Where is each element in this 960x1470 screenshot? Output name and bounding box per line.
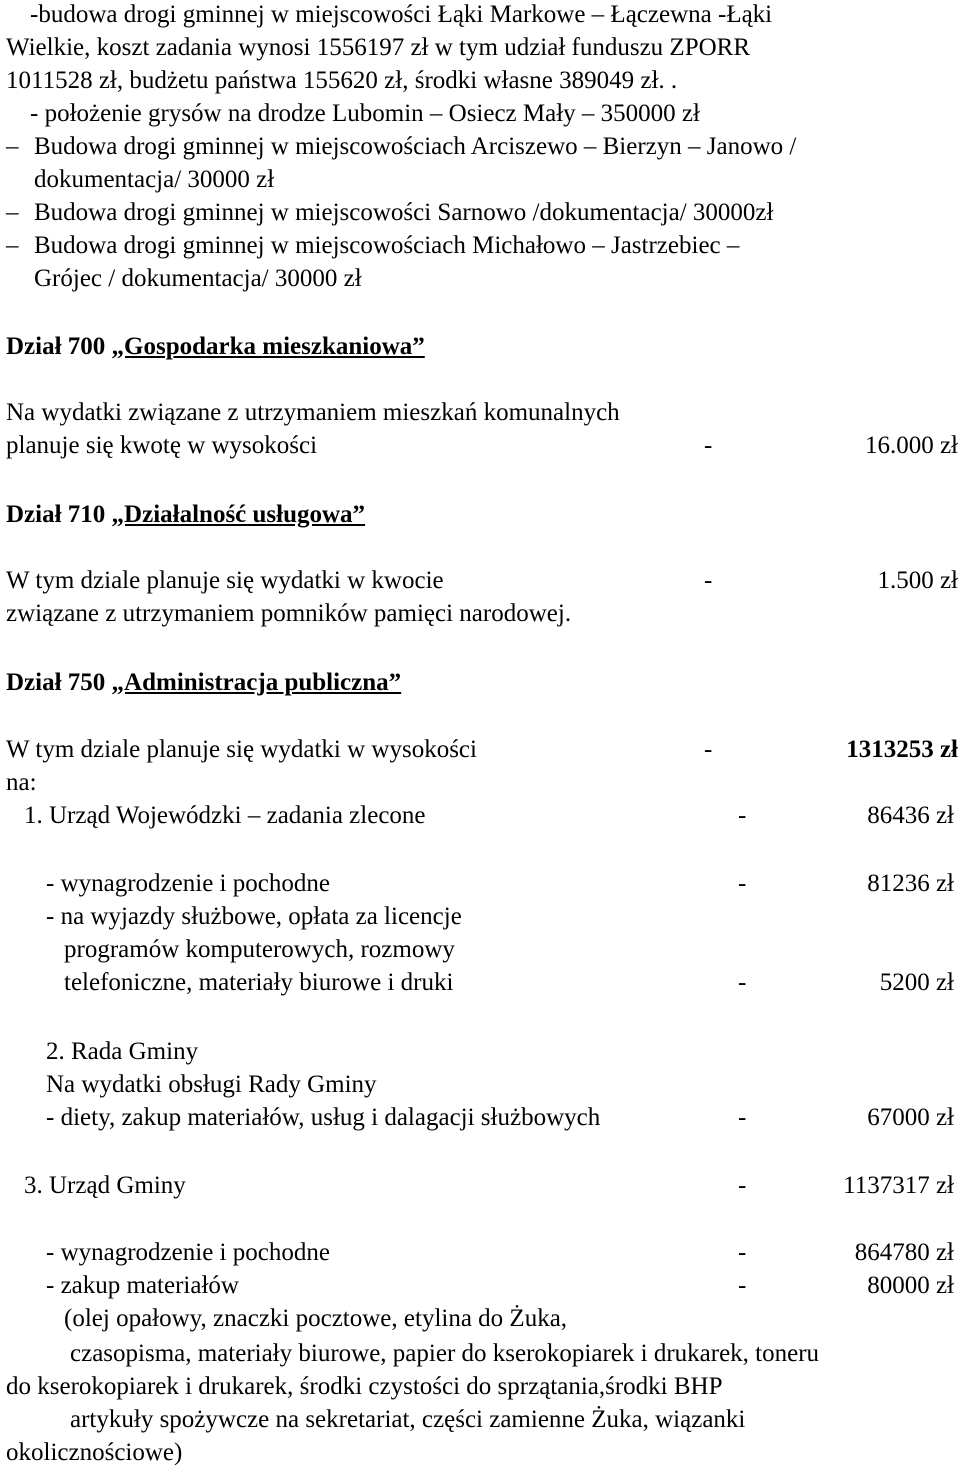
dash: - — [738, 870, 747, 897]
d700-amount — [865, 431, 958, 461]
section-heading-700 — [6, 332, 425, 362]
urzad-gminy-label: 3. Urząd Gminy — [24, 1172, 186, 1199]
section-prefix: Dział 700 — [6, 333, 112, 360]
urzad-gminy-amount: 1137317 zł — [843, 1172, 954, 1199]
rada-gminy-label: 2. Rada Gminy — [46, 1038, 199, 1065]
u1-wyjazdy-line-1: - na wyjazdy służbowe, opłata za licencje — [46, 903, 462, 930]
d700-text-2: planuje się kwotę w wysokości — [6, 432, 318, 459]
dash: - — [738, 1172, 747, 1199]
bullet-dash: – — [6, 232, 19, 259]
section-title: „Działalność usługowa” — [111, 501, 366, 528]
materialy-details-line-1: (olej opałowy, znaczki pocztowe, etylina do Żuka, — [64, 1305, 568, 1332]
rada-gminy-text: Na wydatki obsługi Rady Gminy — [46, 1071, 377, 1098]
section-prefix: Dział 750 — [6, 669, 112, 696]
d710-text-2: związane z utrzymaniem pomników pamięci narodowej. — [6, 600, 572, 627]
dash: - — [738, 802, 747, 829]
dash: - — [704, 567, 713, 594]
d750-amount: 1313253 zł — [846, 736, 958, 763]
u3-wynagrodzenie-amount: 864780 zł — [854, 1239, 954, 1266]
u3-materialy-label: - zakup materiałów — [46, 1272, 239, 1299]
u1-wynagrodzenie-amount: 81236 zł — [867, 870, 954, 897]
intro-line-1: -budowa drogi gminnej w miejscowości Łąki Markowe – Łączewna -Łąki — [30, 1, 773, 28]
road-item-3b: Grójec / dokumentacja/ 30000 zł — [34, 265, 362, 292]
road-item-3a: Budowa drogi gminnej w miejscowościach Michałowo – Jastrzebiec – — [34, 232, 740, 259]
d710-text-1: W tym dziale planuje się wydatki w kwocie — [6, 567, 444, 594]
road-item-1a: Budowa drogi gminnej w miejscowościach Arciszewo – Bierzyn – Janowo / — [34, 133, 797, 160]
amount-value: 16.000 zł — [864, 432, 958, 459]
u1-wynagrodzenie-label: - wynagrodzenie i pochodne — [46, 870, 330, 897]
urzad-wojewodzki-amount: 86436 zł — [867, 802, 954, 829]
road-item-1b: dokumentacja/ 30000 zł — [34, 166, 275, 193]
d710-amount — [877, 566, 958, 596]
d750-text-2: na: — [6, 769, 37, 796]
u3-wynagrodzenie-label: - wynagrodzenie i pochodne — [46, 1239, 330, 1266]
u1-wyjazdy-amount: 5200 zł — [879, 969, 954, 996]
d700-text-1: Na wydatki związane z utrzymaniem mieszkań komunalnych — [6, 399, 620, 426]
u3-materialy-amount: 80000 zł — [867, 1272, 954, 1299]
intro-line-4: - położenie grysów na drodze Lubomin – Osiecz Mały – 350000 zł — [30, 100, 700, 127]
section-title: „Administracja publiczna” — [111, 669, 402, 696]
dash: - — [738, 1272, 747, 1299]
materialy-details-line-4: artykuły spożywcze na sekretariat, części zamienne Żuka, wiązanki — [70, 1406, 746, 1433]
dash: - — [704, 432, 713, 459]
dash: - — [704, 736, 713, 763]
dash: - — [738, 1239, 747, 1266]
dash: - — [738, 1104, 747, 1131]
materialy-details-line-3: do kserokopiarek i drukarek, środki czystości do sprzątania,środki BHP — [6, 1373, 723, 1400]
bullet-dash: – — [6, 133, 19, 160]
bullet-dash: – — [6, 199, 19, 226]
road-item-2: Budowa drogi gminnej w miejscowości Sarnowo /dokumentacja/ 30000zł — [34, 199, 774, 226]
section-prefix: Dział 710 — [6, 501, 112, 528]
intro-line-3: 1011528 zł, budżetu państwa 155620 zł, środki własne 389049 zł. . — [6, 67, 678, 94]
d750-text-1: W tym dziale planuje się wydatki w wysokości — [6, 736, 477, 763]
dash: - — [738, 969, 747, 996]
amount-value: 1.500 zł — [877, 567, 958, 594]
rada-gminy-diety-amount: 67000 zł — [867, 1104, 954, 1131]
u1-wyjazdy-line-2: programów komputerowych, rozmowy — [64, 936, 455, 963]
materialy-details-line-2: czasopisma, materiały biurowe, papier do kserokopiarek i drukarek, toneru — [70, 1340, 820, 1367]
section-title: „Gospodarka mieszkaniowa” — [111, 333, 425, 360]
intro-line-2: Wielkie, koszt zadania wynosi 1556197 zł w tym udział funduszu ZPORR — [6, 34, 751, 61]
section-heading-750 — [6, 668, 401, 698]
rada-gminy-diety-label: - diety, zakup materiałów, usług i dalagacji służbowych — [46, 1104, 601, 1131]
section-heading-710 — [6, 500, 365, 530]
urzad-wojewodzki-label: 1. Urząd Wojewódzki – zadania zlecone — [24, 802, 426, 829]
materialy-details-line-5: okolicznościowe) — [6, 1439, 183, 1466]
u1-wyjazdy-line-3: telefoniczne, materiały biurowe i druki — [64, 969, 454, 996]
